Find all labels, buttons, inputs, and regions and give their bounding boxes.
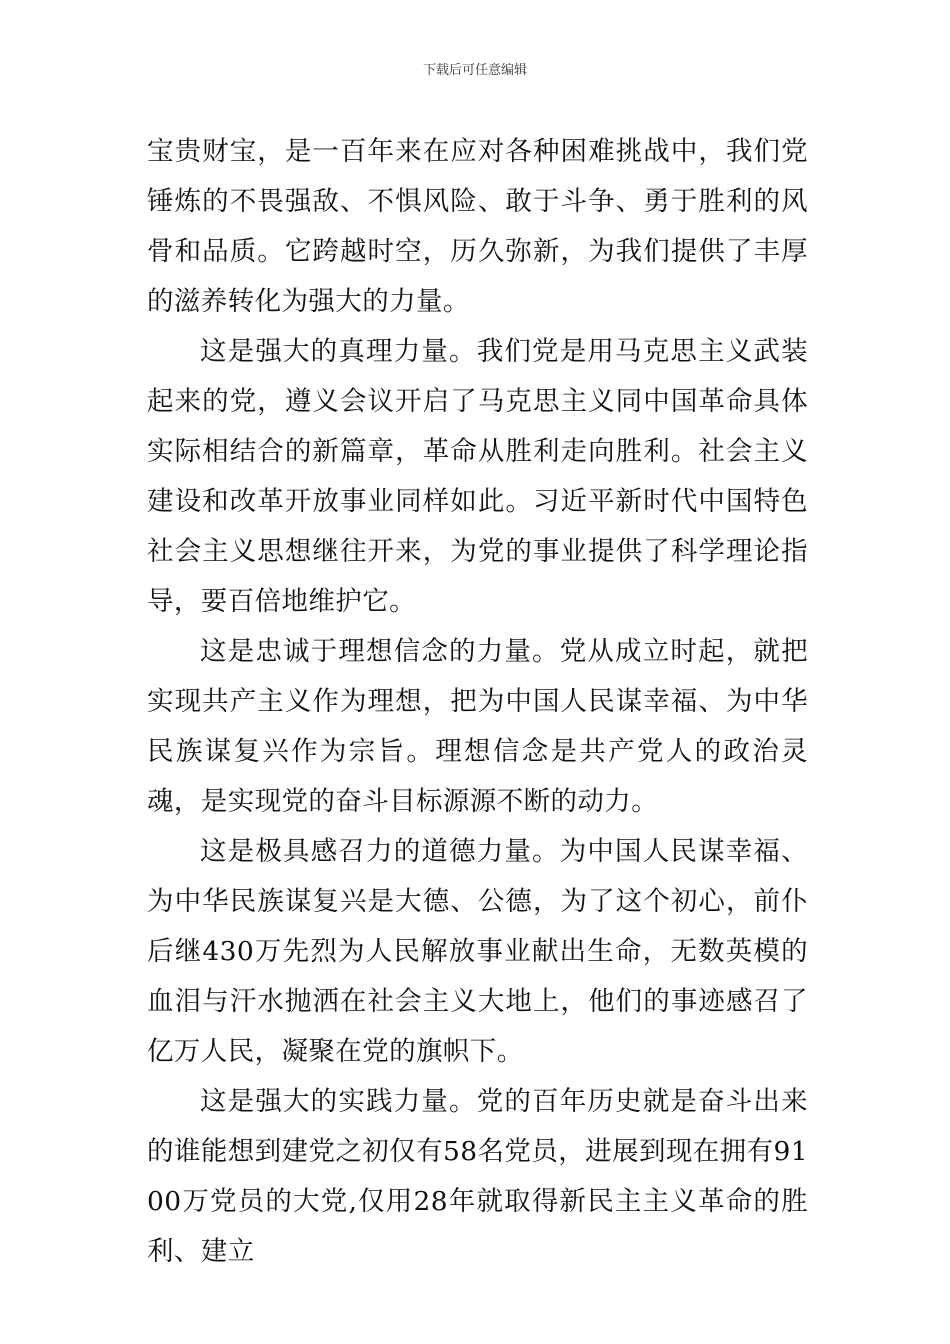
paragraph-3: 这是忠诚于理想信念的力量。党从成立时起，就把实现共产主义作为理想，把为中国人民谋幸福、为中华民族谋复兴作为宗旨。理想信念是共产党人的政治灵魂，是实现党的奋斗目标源源不断的动力。 <box>147 636 808 817</box>
page-header-note: 下载后可任意编辑 <box>422 63 527 78</box>
paragraph-5: 这是强大的实践力量。党的百年历史就是奋斗出来的谁能想到建党之初仅有58名党员，进展到现在拥有9100万党员的大党,仅用28年就取得新民主主义革命的胜利、建立 <box>147 1086 808 1267</box>
paragraph-2: 这是强大的真理力量。我们党是用马克思主义武装起来的党，遵义会议开启了马克思主义同中国革命具体实际相结合的新篇章，革命从胜利走向胜利。社会主义建设和改革开放事业同样如此。习近平新时代中国特色社会主义思想继往开来，为党的事业提供了科学理论指导，要百倍地维护它。 <box>147 336 808 617</box>
paragraph-1: 宝贵财宝，是一百年来在应对各种困难挑战中，我们党锤炼的不畏强敌、不惧风险、敢于斗争、勇于胜利的风骨和品质。它跨越时空，历久弥新，为我们提供了丰厚的滋养转化为强大的力量。 <box>147 136 808 317</box>
paragraph-4: 这是极具感召力的道德力量。为中国人民谋幸福、为中华民族谋复兴是大德、公德，为了这个初心，前仆后继430万先烈为人民解放事业献出生命，无数英模的血泪与汗水抛洒在社会主义大地上，他们的事迹感召了亿万人民，凝聚在党的旗帜下。 <box>147 836 808 1067</box>
document-body <box>147 127 808 1277</box>
